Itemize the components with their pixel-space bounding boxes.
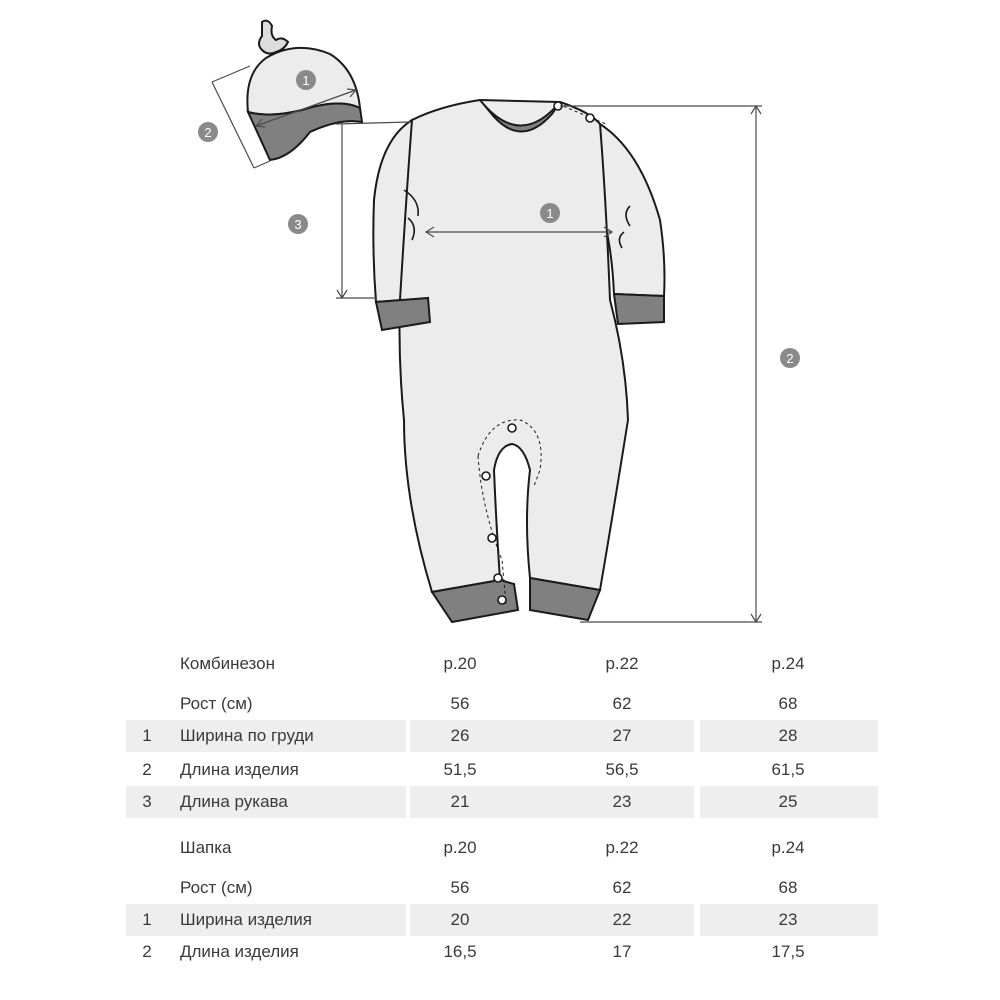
table-row — [0, 904, 1000, 936]
jumpsuit-drawing — [373, 100, 664, 622]
hat-drawing — [247, 21, 362, 160]
table-cell: 61,5 — [771, 760, 805, 779]
table-cell: 27 — [612, 726, 632, 745]
table-cell: 25 — [778, 792, 798, 811]
table-cell: 62 — [612, 694, 632, 713]
table-cell: 21 — [450, 792, 470, 811]
row-label: Ширина по груди — [180, 726, 314, 745]
row-number: 3 — [142, 792, 152, 811]
jumpsuit-header-row — [0, 648, 1000, 680]
row-number: 2 — [142, 760, 152, 779]
row-number: 2 — [142, 942, 152, 961]
measure-badge-hat-2 — [198, 122, 218, 142]
table-cell: 16,5 — [443, 942, 477, 961]
table-cell: 17 — [612, 942, 632, 961]
table-cell: 56,5 — [605, 760, 639, 779]
table-cell: 22 — [612, 910, 632, 929]
measure-badge-length-2 — [780, 348, 800, 368]
table-row — [0, 786, 1000, 818]
row-label: Рост (см) — [180, 878, 253, 897]
row-label: Длина рукава — [180, 792, 288, 811]
row-number: 1 — [142, 910, 152, 929]
svg-text:3: 3 — [294, 217, 302, 232]
size-header: р.22 — [605, 654, 639, 673]
row-label: Длина изделия — [180, 942, 299, 961]
table-cell: 62 — [612, 878, 632, 897]
measure-badge-chest-1 — [540, 203, 560, 223]
size-header: р.20 — [443, 654, 477, 673]
size-header: р.24 — [771, 654, 805, 673]
svg-text:2: 2 — [786, 351, 794, 366]
table-cell: 56 — [450, 694, 470, 713]
table-row — [0, 720, 1000, 752]
size-header: р.20 — [443, 838, 477, 857]
table-cell: 20 — [450, 910, 470, 929]
row-label: Ширина изделия — [180, 910, 312, 929]
svg-text:2: 2 — [204, 125, 212, 140]
row-number: 1 — [142, 726, 152, 745]
hat-height-row — [0, 872, 1000, 904]
table-cell: 28 — [778, 726, 798, 745]
table-cell: 51,5 — [443, 760, 477, 779]
hat-title: Шапка — [180, 838, 232, 857]
table-cell: 23 — [778, 910, 798, 929]
table-cell: 17,5 — [771, 942, 805, 961]
table-cell: 56 — [450, 878, 470, 897]
row-label: Рост (см) — [180, 694, 253, 713]
size-header: р.22 — [605, 838, 639, 857]
jumpsuit-height-row — [0, 688, 1000, 720]
table-cell: 23 — [612, 792, 632, 811]
table-cell: 68 — [778, 694, 798, 713]
row-label: Длина изделия — [180, 760, 299, 779]
table-cell: 68 — [778, 878, 798, 897]
hat-header-row — [0, 832, 1000, 864]
measure-badge-hat-1 — [296, 70, 316, 90]
size-header: р.24 — [771, 838, 805, 857]
jumpsuit-title: Комбинезон — [180, 654, 276, 673]
measure-badge-sleeve-3 — [288, 214, 308, 234]
table-row — [0, 936, 1000, 968]
svg-text:1: 1 — [546, 206, 554, 221]
svg-text:1: 1 — [302, 73, 310, 88]
table-row — [0, 754, 1000, 786]
table-cell: 26 — [450, 726, 470, 745]
